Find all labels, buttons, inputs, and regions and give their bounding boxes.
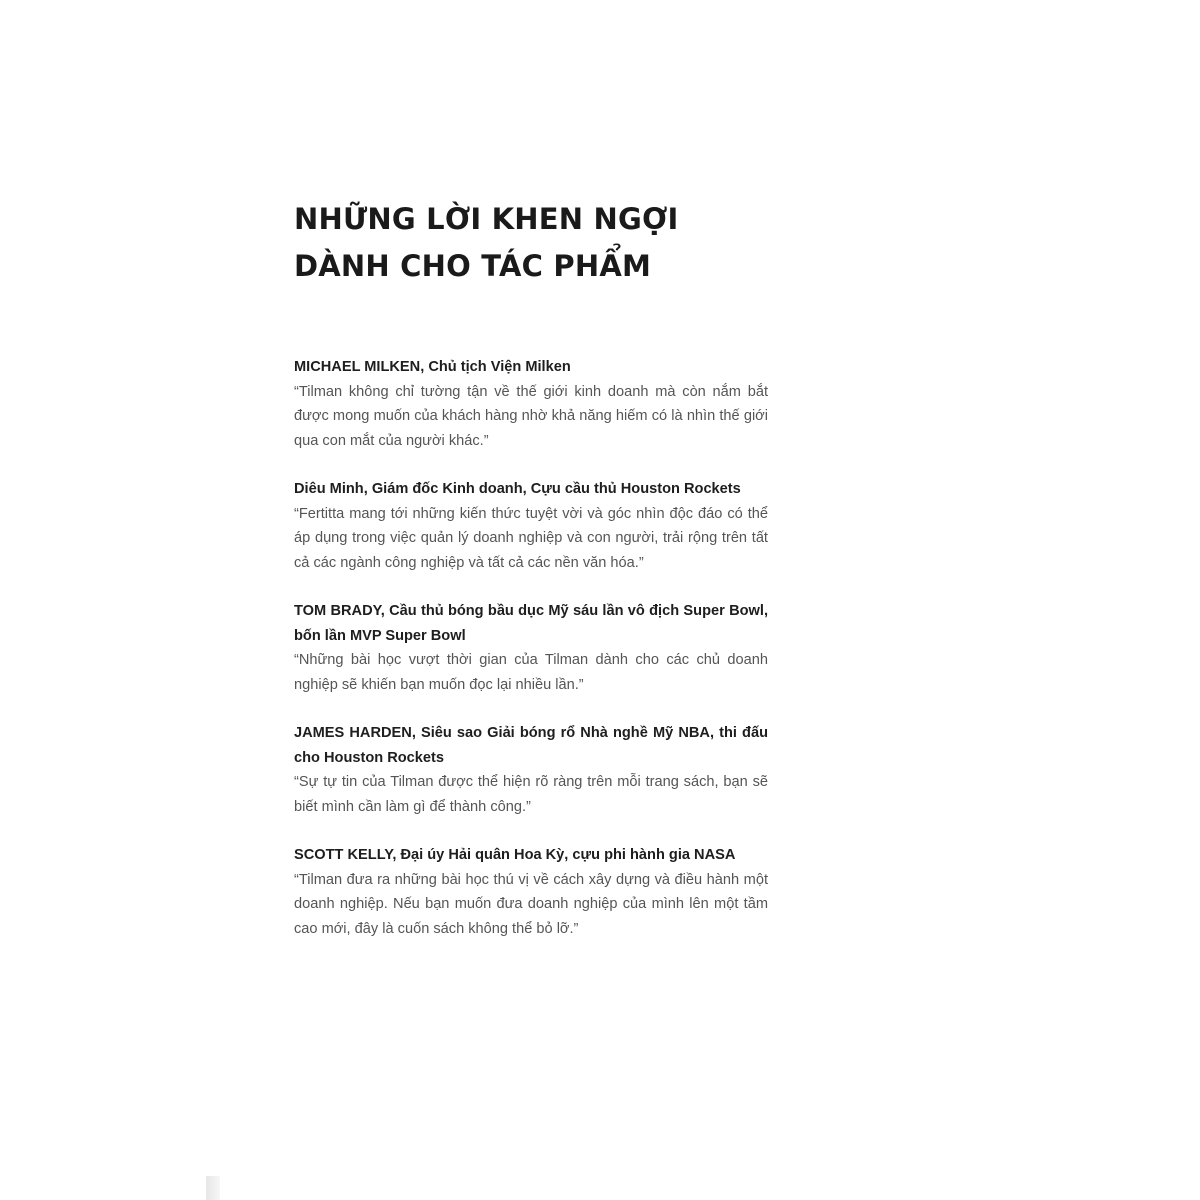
testimonial-text: “Tilman đưa ra những bài học thú vị về cách xây dựng và điều hành một doanh nghiệp. Nếu bạn muốn đưa doanh nghiệp của mình lên một tầm cao mới, đây là cuốn sách không thể bỏ lỡ.” xyxy=(294,871,768,937)
testimonial-author: JAMES HARDEN, Siêu sao Giải bóng rổ Nhà nghề Mỹ NBA, thi đấu cho Houston Rockets xyxy=(294,725,768,766)
testimonial-author: TOM BRADY, Cầu thủ bóng bầu dục Mỹ sáu lần vô địch Super Bowl, bốn lần MVP Super Bowl xyxy=(294,603,768,644)
testimonial xyxy=(294,843,768,941)
testimonial xyxy=(294,721,768,819)
page-title-line-1: NHỮNG LỜI KHEN NGỢI xyxy=(294,202,679,236)
testimonial xyxy=(294,599,768,697)
testimonial-author: Diêu Minh, Giám đốc Kinh doanh, Cựu cầu thủ Houston Rockets xyxy=(294,481,741,497)
page-edge-shadow xyxy=(206,1176,220,1200)
testimonial xyxy=(294,477,768,575)
page-title xyxy=(294,196,854,290)
testimonial-text: “Fertitta mang tới những kiến thức tuyệt vời và góc nhìn độc đáo có thể áp dụng trong việc quản lý doanh nghiệp và con người, trải rộng trên tất cả các ngành công nghiệp và tất cả các nền văn hóa.” xyxy=(294,505,768,571)
page-title-line-2: DÀNH CHO TÁC PHẨM xyxy=(294,249,652,283)
testimonial-author: SCOTT KELLY, Đại úy Hải quân Hoa Kỳ, cựu phi hành gia NASA xyxy=(294,847,736,863)
testimonial-text: “Sự tự tin của Tilman được thể hiện rõ ràng trên mỗi trang sách, bạn sẽ biết mình cần làm gì để thành công.” xyxy=(294,774,768,815)
testimonial-text: “Tilman không chỉ tường tận về thế giới kinh doanh mà còn nắm bắt được mong muốn của khách hàng nhờ khả năng hiếm có là nhìn thế giới qua con mắt của người khác.” xyxy=(294,383,768,449)
testimonials-list xyxy=(294,355,768,965)
testimonial-author: MICHAEL MILKEN, Chủ tịch Viện Milken xyxy=(294,359,571,375)
testimonial-text: “Những bài học vượt thời gian của Tilman dành cho các chủ doanh nghiệp sẽ khiến bạn muốn đọc lại nhiều lần.” xyxy=(294,652,768,693)
testimonial xyxy=(294,355,768,453)
